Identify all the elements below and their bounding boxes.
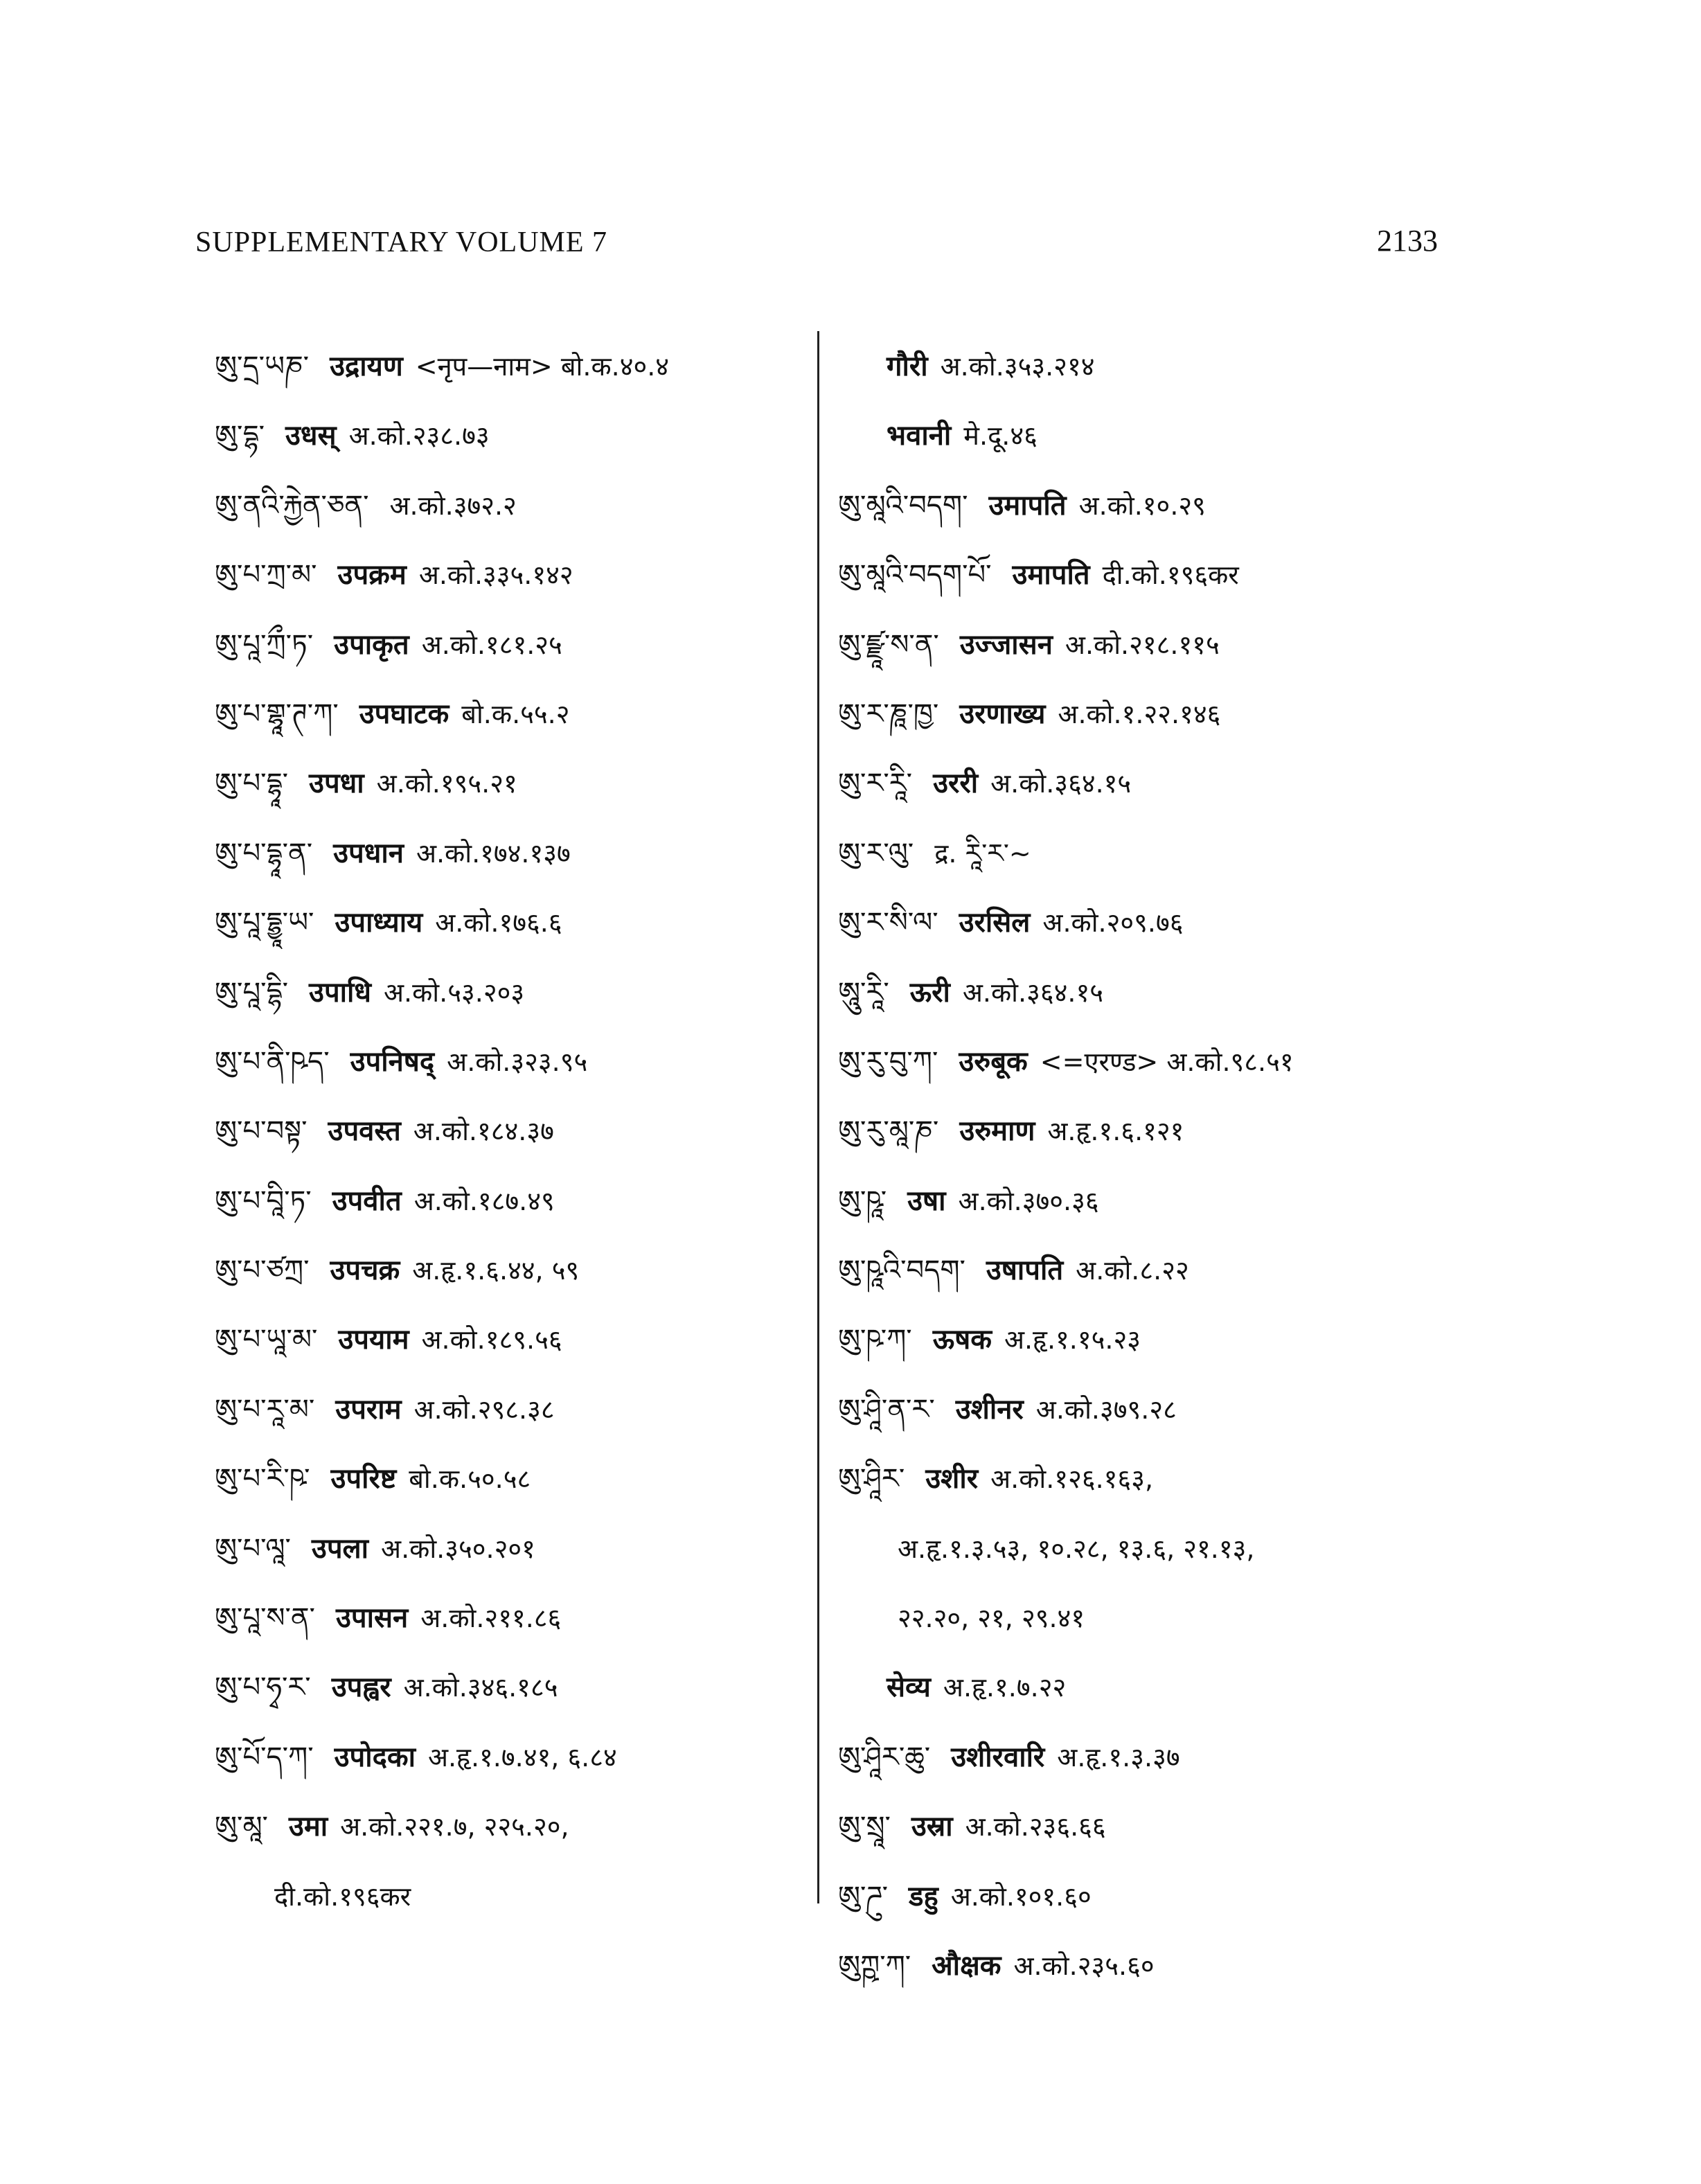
tibetan-headword: ཨུ་ཌུ་ xyxy=(838,1880,889,1912)
source-reference: अ.को.२२१.७, २२५.२०, xyxy=(340,1811,569,1843)
source-reference: मे.दू.४६ xyxy=(963,420,1037,452)
sanskrit-term: उपघाटक xyxy=(359,698,449,730)
sanskrit-term: उधस् xyxy=(285,420,337,452)
source-reference: अ.को.२९८.३८ xyxy=(413,1394,555,1425)
entry-row xyxy=(215,1583,810,1652)
source-reference: अ.को.८.२२ xyxy=(1076,1255,1189,1286)
tibetan-headword: ཨུ་པཱ་དྷི་ xyxy=(215,976,289,1009)
entry-row xyxy=(838,1304,1461,1374)
entry-row xyxy=(215,1235,810,1304)
sanskrit-term: उशीरवारि xyxy=(951,1741,1045,1773)
entry-row xyxy=(215,818,810,887)
source-reference: अ.हृ.१.६.१२१ xyxy=(1047,1116,1184,1147)
entry-row xyxy=(838,1027,1461,1096)
tibetan-headword: ཨུ་དྷ་ xyxy=(215,420,265,452)
tibetan-headword: ཨུ་པཱ་ཀྲྀ་ཏ་ xyxy=(215,628,314,661)
entry-row xyxy=(215,1444,810,1513)
sanskrit-term: उररी xyxy=(933,767,979,800)
entry-row xyxy=(215,540,810,609)
source-reference: अ.को.२११.८६ xyxy=(420,1603,562,1634)
tibetan-headword: ཨུ་ར་ལུ་ xyxy=(838,837,914,869)
source-reference: अ.को.१.२२.१४६ xyxy=(1058,698,1221,729)
entry-row xyxy=(838,1722,1461,1791)
tibetan-headword: ཨུ་ཥཱའི་བདག་ xyxy=(838,1254,965,1287)
tibetan-headword: ཨུ་ར་སི་ལ་ xyxy=(838,907,938,939)
tibetan-headword: ཨུ་པ་བཱི་ཏ་ xyxy=(215,1184,312,1217)
sanskrit-term: उस्रा xyxy=(911,1811,953,1843)
entry-row xyxy=(838,1652,1461,1721)
tibetan-headword: ཨུ་ཤཱིར་ xyxy=(838,1463,905,1495)
sanskrit-term: उपनिषद् xyxy=(350,1045,435,1078)
entry-row xyxy=(215,1027,810,1096)
tibetan-headword: ཨུ་པ་དྷཱ་ xyxy=(215,767,289,800)
sanskrit-term: भवानी xyxy=(887,420,952,452)
tibetan-headword: ཨུ་པ་དྷཱ་ན་ xyxy=(215,837,313,869)
running-head: SUPPLEMENTARY VOLUME 7 xyxy=(195,227,608,258)
entry-row xyxy=(215,610,810,679)
sanskrit-term: उरसिल xyxy=(959,907,1031,939)
sanskrit-term: उपधा xyxy=(309,767,364,800)
source-reference: दी.को.१९६कर xyxy=(274,1881,411,1912)
source-reference: अ.हृ.१.३.५३, १०.२८, १३.६, २१.१३, xyxy=(898,1533,1255,1564)
entry-row xyxy=(838,1861,1461,1930)
page-number: 2133 xyxy=(1377,224,1438,258)
sanskrit-term: उपधान xyxy=(333,837,404,869)
sanskrit-term: उपराम xyxy=(335,1393,402,1426)
source-reference: अ.को.१७४.१३७ xyxy=(416,837,571,869)
tibetan-headword: ཨུ་ཛྫཱ་ས་ན་ xyxy=(838,628,939,661)
entry-row xyxy=(215,1374,810,1444)
source-reference: दी.को.१९६कर xyxy=(1102,560,1239,591)
source-reference: अ.को.३५०.२०१ xyxy=(381,1533,535,1564)
sanskrit-term: उद्रायण xyxy=(330,350,403,382)
source-reference: अ.को.३६४.१५ xyxy=(962,977,1103,1008)
entry-row xyxy=(215,679,810,748)
sanskrit-term: उषा xyxy=(907,1184,946,1217)
sanskrit-term: उशीर xyxy=(925,1463,979,1495)
source-reference: अ.हृ.१.३.३७ xyxy=(1057,1741,1180,1773)
tibetan-headword: ཨཱུ་རཱི་ xyxy=(838,976,889,1009)
entry-row xyxy=(215,1722,810,1791)
entry-row xyxy=(838,400,1461,470)
sanskrit-term: ऊषक xyxy=(932,1324,992,1356)
source-reference: अ.हृ.१.७.२२ xyxy=(943,1672,1067,1703)
tibetan-headword: ཨུ་མཱ་ xyxy=(215,1811,268,1843)
tibetan-headword: ཨུ་པ་ལཱ་ xyxy=(215,1532,291,1565)
tibetan-headword: ཨུ་རུ་བུ་ཀ་ xyxy=(838,1045,938,1078)
tibetan-headword: ཨུ་ར་ཎཱ་ཁྱ་ xyxy=(838,698,939,730)
source-reference: अ.को.३७२.२ xyxy=(389,490,517,521)
sanskrit-term: उमापति xyxy=(988,489,1067,522)
tibetan-headword: ཨུ་པ་ཙཀྲ་ xyxy=(215,1254,310,1287)
source-reference: अ.को.१०१.६० xyxy=(950,1881,1092,1912)
source-reference: अ.को.३७०.३६ xyxy=(958,1185,1099,1216)
sanskrit-term: उशीनर xyxy=(955,1393,1024,1426)
tibetan-headword: ཨུ་ཤཱིར་ཆུ་ xyxy=(838,1741,931,1773)
entry-row xyxy=(838,331,1461,400)
entry-row xyxy=(838,748,1461,817)
source-reference: अ.को.३७९.२८ xyxy=(1035,1394,1177,1425)
tibetan-headword: ཨུ་མཱའི་བདག་ xyxy=(838,489,968,522)
source-reference: अ.को.५३.२०३ xyxy=(384,977,525,1008)
sanskrit-term: सेव्य xyxy=(887,1671,931,1704)
source-reference: अ.को.१९५.२१ xyxy=(376,768,517,799)
tibetan-headword: ཨུ་ཥཱ་ xyxy=(838,1184,887,1217)
entry-row xyxy=(838,679,1461,748)
source-reference: अ.को.३२३.९५ xyxy=(447,1046,588,1077)
sanskrit-term: उमापति xyxy=(1012,559,1090,592)
source-reference: <=एरण्ड> अ.को.९८.५१ xyxy=(1040,1046,1294,1077)
entry-row xyxy=(215,1096,810,1165)
source-reference: अ.हृ.१.१५.२३ xyxy=(1004,1324,1141,1356)
tibetan-headword: ཨུ་པ་ནི་ཥད་ xyxy=(215,1045,330,1078)
source-reference: बो.क.५०.५८ xyxy=(409,1464,531,1495)
source-reference: अ.को.१७६.६ xyxy=(435,907,562,939)
source-reference: अ.हृ.१.७.४१, ६.८४ xyxy=(427,1741,617,1773)
sanskrit-term: उपाधि xyxy=(309,976,372,1009)
tibetan-headword: ཨུ་པ་རི་ཥ་ xyxy=(215,1463,310,1495)
entry-row xyxy=(838,470,1461,540)
sanskrit-term: उपाकृत xyxy=(334,628,409,661)
sanskrit-term: ऊरी xyxy=(909,976,950,1009)
sanskrit-term: उषापति xyxy=(986,1254,1064,1287)
entry-row xyxy=(838,1166,1461,1235)
tibetan-headword: ཨུ་པ་ཡཱ་མ་ xyxy=(215,1324,318,1356)
tibetan-headword: ཨུཀྵ་ཀ་ xyxy=(838,1949,911,1982)
entry-row xyxy=(215,470,810,540)
sanskrit-term: उपरिष्ट xyxy=(330,1463,397,1495)
sanskrit-term: उपक्रम xyxy=(337,559,407,592)
entry-row xyxy=(838,887,1461,957)
entry-row xyxy=(215,1166,810,1235)
tibetan-headword: ཨུ་དྲ་ཡཎ་ xyxy=(215,350,310,382)
sanskrit-term: उपाध्याय xyxy=(335,907,423,939)
tibetan-headword: ཨུ་པཱ་ས་ན་ xyxy=(215,1602,315,1635)
source-reference: अ.को.२३८.७३ xyxy=(348,420,490,452)
source-reference: अ.को.१२६.१६३, xyxy=(990,1464,1154,1495)
tibetan-headword: ཨུ་པ་རཱ་མ་ xyxy=(215,1393,315,1426)
source-reference: अ.को.२३५.६० xyxy=(1013,1950,1155,1981)
source-reference: अ.को.१८१.२५ xyxy=(421,629,562,660)
source-reference: अ.को.१८९.५६ xyxy=(421,1324,562,1356)
source-reference: द्र. རཱི་ར་~ xyxy=(934,837,1031,869)
tibetan-headword: ཨུ་པ་ཀྲ་མ་ xyxy=(215,559,317,592)
entry-row xyxy=(838,1374,1461,1444)
entry-row xyxy=(838,1583,1461,1652)
entry-row xyxy=(838,1444,1461,1513)
source-reference: अ.को.३३५.१४२ xyxy=(418,560,573,591)
source-reference: अ.को.१८७.४९ xyxy=(413,1185,555,1216)
tibetan-headword: ཨུ་པཱ་དྷྱཱ་ཡ་ xyxy=(215,907,314,939)
tibetan-headword: ཨུ་ར་རཱི་ xyxy=(838,767,913,800)
entry-row xyxy=(838,610,1461,679)
sanskrit-term: उपोदका xyxy=(334,1741,416,1773)
sanskrit-term: उरुबूक xyxy=(959,1045,1028,1078)
tibetan-headword: ཨུ་ཥ་ཀ་ xyxy=(838,1324,912,1356)
source-reference: बो.क.५५.२ xyxy=(461,698,570,729)
source-reference: <नृप—नाम> बो.क.४०.४ xyxy=(415,351,670,382)
sanskrit-term: उपयाम xyxy=(338,1324,409,1356)
sanskrit-term: गौरी xyxy=(887,350,928,382)
entry-row xyxy=(838,1930,1461,2000)
tibetan-headword: ཨུ་ནའི་རྐྱེན་ཅན་ xyxy=(215,489,369,522)
source-reference: अ.को.३६४.१५ xyxy=(990,768,1132,799)
source-reference: २२.२०, २१, २९.४१ xyxy=(898,1603,1085,1634)
entry-row xyxy=(215,1304,810,1374)
source-reference: अ.को.३४६.१८५ xyxy=(403,1672,558,1703)
source-reference: अ.को.१८४.३७ xyxy=(413,1116,554,1147)
source-reference: अ.को.२०९.७६ xyxy=(1042,907,1184,939)
right-column xyxy=(838,331,1461,2000)
sanskrit-term: उपला xyxy=(311,1532,369,1565)
tibetan-headword: ཨུ་སྲཱ་ xyxy=(838,1811,891,1843)
entry-row xyxy=(215,1652,810,1721)
entry-row xyxy=(215,957,810,1027)
sanskrit-term: उमा xyxy=(288,1811,328,1843)
entry-row xyxy=(215,1513,810,1583)
entry-row xyxy=(838,1096,1461,1165)
source-reference: अ.को.३५३.२१४ xyxy=(940,351,1095,382)
tibetan-headword: ཨུ་པ་ཧྭ་ར་ xyxy=(215,1671,311,1704)
sanskrit-term: उपचक्र xyxy=(330,1254,400,1287)
column-divider xyxy=(817,331,819,1903)
tibetan-headword: ཨུ་ཤཱི་ན་ར་ xyxy=(838,1393,935,1426)
source-reference: अ.को.२१८.११५ xyxy=(1065,629,1220,660)
source-reference: अ.को.२३६.६६ xyxy=(965,1811,1106,1843)
sanskrit-term: उपवीत xyxy=(332,1184,402,1217)
source-reference: अ.हृ.१.६.४४, ५९ xyxy=(412,1255,580,1286)
sanskrit-term: उरणाख्य xyxy=(959,698,1046,730)
entry-row xyxy=(215,748,810,817)
sanskrit-term: उपासन xyxy=(335,1602,409,1635)
sanskrit-term: उरुमाण xyxy=(959,1115,1035,1148)
source-reference: अ.को.१०.२९ xyxy=(1078,490,1206,521)
sanskrit-term: उज्जासन xyxy=(959,628,1053,661)
entry-row xyxy=(215,400,810,470)
sanskrit-term: उपवस्त xyxy=(328,1115,401,1148)
entry-row xyxy=(838,818,1461,887)
sanskrit-term: डहु xyxy=(909,1880,938,1912)
entry-row xyxy=(838,1791,1461,1861)
entry-row xyxy=(215,1861,810,1930)
entry-row xyxy=(838,1235,1461,1304)
sanskrit-term: उपह्वर xyxy=(331,1671,391,1704)
tibetan-headword: ཨུ་པོ་ད་ཀ་ xyxy=(215,1741,314,1773)
entry-row xyxy=(838,1513,1461,1583)
entry-row xyxy=(215,331,810,400)
left-column xyxy=(215,331,810,1930)
tibetan-headword: ཨུ་པ་གྷཱ་ཊ་ཀ་ xyxy=(215,698,339,730)
entry-row xyxy=(838,957,1461,1027)
tibetan-headword: ཨུ་མཱའི་བདག་པོ་ xyxy=(838,559,992,592)
tibetan-headword: ཨུ་པ་བསྟ་ xyxy=(215,1115,308,1148)
tibetan-headword: ཨུ་རུ་མཱ་ཎ་ xyxy=(838,1115,939,1148)
entry-row xyxy=(215,1791,810,1861)
entry-row xyxy=(215,887,810,957)
sanskrit-term: औक्षक xyxy=(932,1949,1001,1982)
entry-row xyxy=(838,540,1461,609)
